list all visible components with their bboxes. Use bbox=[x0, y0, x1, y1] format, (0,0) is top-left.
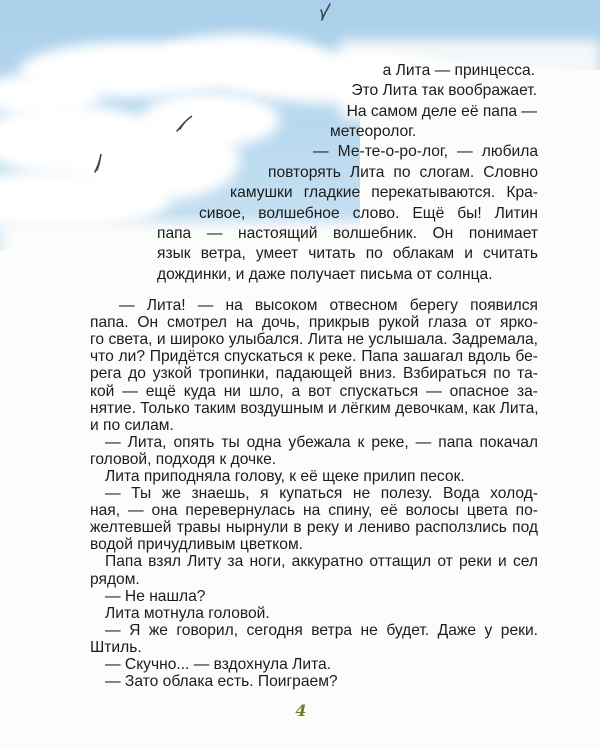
text-line: язык ветра, умеет читать по облакам и считать bbox=[157, 245, 538, 262]
text-line: водой причудливым цветком. bbox=[90, 536, 303, 554]
text-line: рега до узкой тропинки, падающей вниз. Взбираться по та- bbox=[90, 365, 538, 383]
text-line: Это Лита так воображает. bbox=[351, 82, 537, 99]
text-line: что ли? Придётся спускаться к реке. Папа зашагал вдоль бе- bbox=[90, 348, 538, 366]
text-line: дождинки, и даже получает письма от солнца. bbox=[157, 266, 493, 283]
text-line: ная, — она перевернулась на спину, её волосы цвета по- bbox=[90, 502, 538, 520]
text-line: — Лита, опять ты одна убежала к реке, — папа покачал bbox=[105, 433, 538, 451]
text-line: метеоролог. bbox=[330, 123, 417, 140]
text-line: — Скучно... — вздохнула Лита. bbox=[105, 655, 332, 673]
text-line: — Не нашла? bbox=[105, 587, 206, 605]
text-line: а Лита — принцесса. bbox=[382, 62, 535, 79]
text-line: — Зато облака есть. Поиграем? bbox=[105, 673, 338, 690]
text-line: рядом. bbox=[90, 570, 140, 588]
text-line: папа. Он смотрел на дочь, прикрыв рукой глаза от ярко- bbox=[90, 314, 538, 332]
text-line: Лита мотнула головой. bbox=[105, 604, 270, 622]
text-line: и по силам. bbox=[90, 416, 174, 434]
text-line: кой — ещё куда ни шло, а вот спускаться — опасное за- bbox=[90, 382, 538, 400]
page-number: 4 bbox=[295, 701, 307, 720]
text-line: — Я же говорил, сегодня ветра не будет. Даже у реки. bbox=[105, 621, 538, 639]
text-line: На самом деле её папа — bbox=[346, 103, 537, 120]
text-line: Штиль. bbox=[90, 638, 142, 656]
text-line: головой, подходя к дочке. bbox=[90, 450, 277, 468]
text-line: — Лита! — на высоком отвесном берегу появился bbox=[119, 297, 538, 314]
text-line: сивое, волшебное слово. Ещё бы! Литин bbox=[199, 205, 538, 222]
text-line: Папа взял Литу за ноги, аккуратно оттащил от реки и сел bbox=[105, 553, 538, 571]
text-line: нятие. Только таким воздушным и лёгким девочкам, как Лита, bbox=[90, 399, 539, 417]
text-line: желтевшей травы нырнули в реку и лениво расползлись под bbox=[90, 519, 538, 537]
text-line: — Ме-те-о-ро-лог, — любила bbox=[313, 143, 538, 160]
text-line: го света, и широко улыбался. Лита не услышала. Задремала, bbox=[90, 331, 538, 349]
text-line: папа — настоящий волшебник. Он понимает bbox=[157, 225, 538, 242]
text-line: Лита приподняла голову, к её щеке прилип песок. bbox=[105, 467, 465, 485]
text-line: повторять Лита по слогам. Словно bbox=[268, 164, 538, 181]
text-line: камушки гладкие перекатываются. Кра- bbox=[230, 184, 538, 201]
text-line: — Ты же знаешь, я купаться не полезу. Вода холод- bbox=[105, 485, 538, 502]
